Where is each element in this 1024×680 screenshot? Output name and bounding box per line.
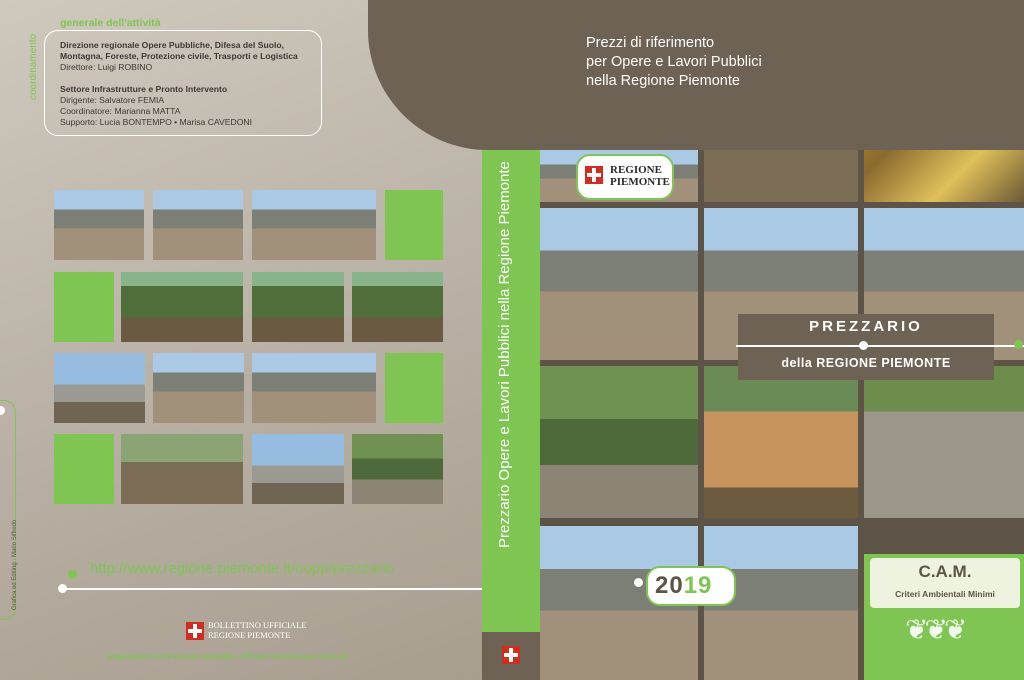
spine-title: Prezzario Opere e Lavori Pubblici nella Regione Piemonte — [496, 161, 513, 548]
photo-forest-workers — [252, 272, 344, 342]
year-label: 2019 — [655, 572, 713, 599]
decorative-dot — [634, 578, 643, 587]
photo-construction-yard — [153, 190, 243, 260]
coordination-line-7: Supporto: Lucia BONTEMPO • Marisa CAVEDONI — [60, 117, 252, 127]
decorative-dot — [58, 584, 67, 593]
regione-flag-icon — [585, 166, 603, 184]
coordination-line-5: Dirigente: Salvatore FEMIA — [60, 95, 165, 105]
bollettino-line-2: REGIONE PIEMONTE — [208, 630, 291, 640]
logo-line-1: REGIONE — [610, 164, 662, 176]
piemonte-flag-icon — [186, 622, 204, 640]
photo-retaining-wall — [153, 353, 244, 423]
photo-front-excavation — [540, 208, 698, 360]
decorative-dot — [859, 341, 868, 350]
coordination-line-6: Coordinatore: Marianna MATTA — [60, 106, 181, 116]
photo-signpost — [352, 434, 443, 504]
distribution-note: Supplemento ordinario del Bollettino Ufficiale Distribuzione gratuita — [106, 652, 349, 661]
coordination-line-2: Montagna, Foreste, Protezione civile, Trasporti e Logistica — [60, 51, 298, 61]
coordination-line-1: Direzione regionale Opere Pubbliche, Difesa del Suolo, — [60, 40, 284, 50]
photo-front-riverbank — [864, 366, 1024, 518]
prezzario-subtitle: della REGIONE PIEMONTE — [781, 356, 951, 370]
regione-logo — [610, 164, 670, 188]
cam-title: C.A.M. — [918, 562, 972, 581]
photo-pylon — [252, 434, 344, 504]
bollettino-line-1: BOLLETTINO UFFICIALE — [208, 620, 307, 630]
green-square — [54, 272, 114, 342]
photo-industrial-site — [252, 353, 376, 423]
photo-concrete-wall — [252, 190, 376, 260]
prezzario-title: PREZZARIO — [809, 318, 923, 335]
photo-logging — [352, 272, 443, 342]
leaf-icon: ❦❦❦ — [905, 614, 964, 645]
coordination-heading: generale dell'attività — [60, 17, 161, 29]
green-square — [385, 353, 443, 423]
bollettino-logo — [208, 620, 306, 640]
photo-building-site — [54, 190, 144, 260]
spine-flag-icon — [502, 646, 520, 664]
coordination-line-4: Settore Infrastrutture e Pronto Intervento — [60, 84, 228, 94]
coordination-line-3: Direttore: Luigi ROBINO — [60, 62, 153, 72]
coordination-vertical-label: coordinamento — [28, 33, 39, 100]
header-line-3: nella Regione Piemonte — [586, 73, 740, 89]
green-square — [54, 434, 114, 504]
header-line-2: per Opere e Lavori Pubblici — [586, 54, 762, 70]
photo-front-footbridge — [704, 366, 858, 518]
decorative-dot — [68, 570, 77, 579]
decorative-dot — [1014, 340, 1023, 349]
photo-tree-climber — [121, 272, 243, 342]
prezzario-url-link[interactable]: http://www.regione.piemonte.it/oopp/prezzario — [90, 560, 395, 577]
logo-line-2: PIEMONTE — [610, 176, 670, 188]
photo-bridge — [54, 353, 145, 423]
cam-subtitle: Criteri Ambientali Minimi — [895, 589, 995, 599]
photo-front-trail — [540, 366, 698, 518]
header-line-1: Prezzi di riferimento — [586, 35, 715, 51]
title-divider — [736, 345, 1024, 347]
url-underline — [62, 588, 482, 590]
graphic-credit: Grafica ed Editing · Mario Siffredo — [12, 519, 18, 610]
photo-track-workers — [121, 434, 243, 504]
green-square — [385, 190, 443, 260]
